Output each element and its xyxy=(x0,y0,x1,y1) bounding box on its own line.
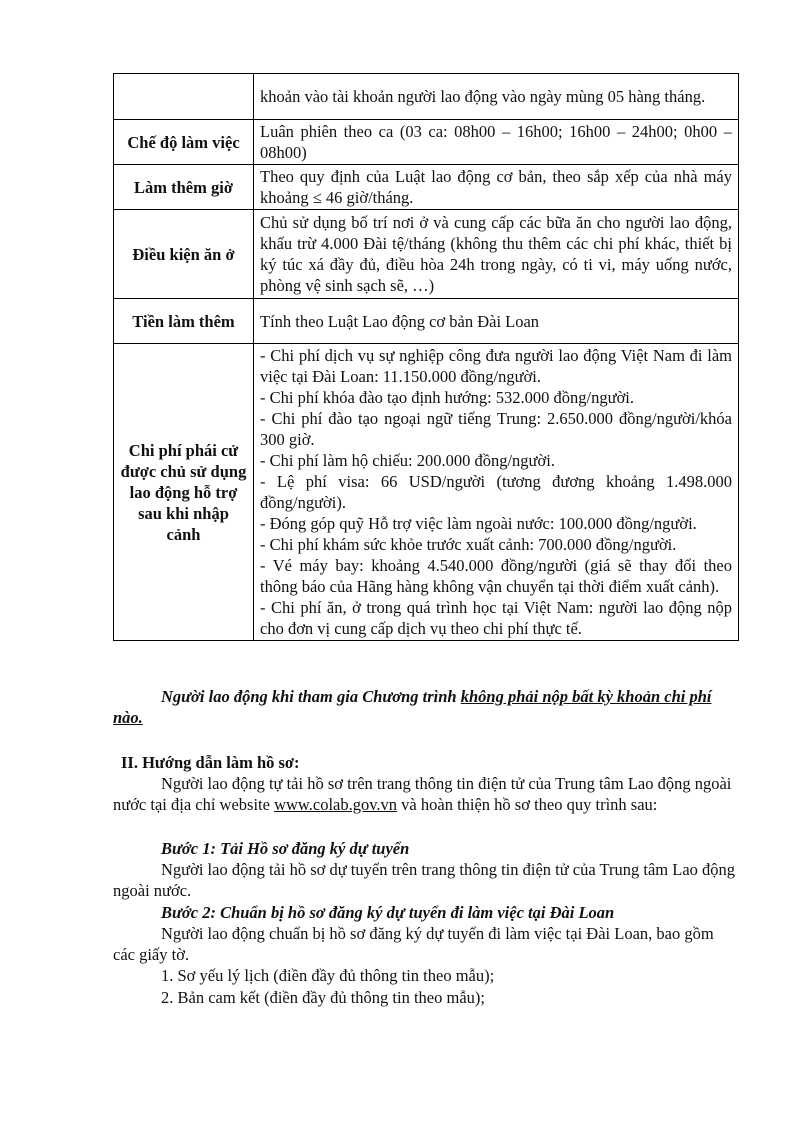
cost-item: - Vé máy bay: khoảng 4.540.000 đồng/người (giá sẽ thay đổi theo thông báo của Hãng hàng không vận chuyển tại thời điểm xuất cảnh). xyxy=(260,556,732,596)
job-conditions-table xyxy=(113,73,739,641)
accommodation-value: Chủ sử dụng bố trí nơi ở và cung cấp các bữa ăn cho người lao động, khấu trừ 4.000 Đài tệ/tháng (không thu thêm các chi phí khác, thiết bị ký túc xá đầy đủ, điều hòa 24h trong ngày, có ti vi, máy uống nước, phòng vệ sinh sạch sẽ, …) xyxy=(254,210,739,299)
intro-text-after: và hoàn thiện hồ sơ theo quy trình sau: xyxy=(397,795,658,814)
no-fee-note-emphasis: không phải nộp bất kỳ khoản chi phí nào. xyxy=(113,687,712,727)
no-fee-note-prefix: Người lao động khi tham gia Chương trình xyxy=(161,687,461,706)
cost-item: - Chi phí ăn, ở trong quá trình học tại Việt Nam: người lao động nộp cho đơn vị cung cấp dịch vụ theo chi phí thực tế. xyxy=(260,598,732,638)
table-row xyxy=(114,165,739,210)
row-label-accommodation: Điều kiện ăn ở xyxy=(114,210,254,299)
table-row xyxy=(114,120,739,165)
section-intro xyxy=(113,773,739,815)
cost-item: - Đóng góp quỹ Hỗ trợ việc làm ngoài nước: 100.000 đồng/người. xyxy=(260,514,697,533)
cost-item: - Chi phí làm hộ chiếu: 200.000 đồng/người. xyxy=(260,451,555,470)
table-row xyxy=(114,210,739,299)
intro-text-before: Người lao động tự tải hồ sơ trên trang thông tin điện tử của Trung tâm Lao động ngoài nước tại địa chỉ website xyxy=(113,774,732,814)
table-row xyxy=(114,74,739,120)
section-heading: II. Hướng dẫn làm hồ sơ: xyxy=(121,753,300,772)
deployment-costs-list xyxy=(254,344,739,641)
cost-item: - Chi phí dịch vụ sự nghiệp công đưa người lao động Việt Nam đi làm việc tại Đài Loan: 11.150.000 đồng/người. xyxy=(260,346,732,386)
list-item: 2. Bản cam kết (điền đầy đủ thông tin theo mẫu); xyxy=(161,988,485,1007)
cost-item: - Chi phí đào tạo ngoại ngữ tiếng Trung: 2.650.000 đồng/người/khóa 300 giờ. xyxy=(260,409,732,449)
step1-text: Người lao động tải hồ sơ dự tuyển trên trang thông tin điện tử của Trung tâm Lao động ngoài nước. xyxy=(113,860,736,900)
step1-title: Bước 1: Tải Hồ sơ đăng ký dự tuyển xyxy=(161,839,410,858)
overtime-value: Theo quy định của Luật lao động cơ bản, theo sắp xếp của nhà máy khoảng ≤ 46 giờ/tháng. xyxy=(254,165,739,210)
step2-text: Người lao động chuẩn bị hồ sơ đăng ký dự tuyển đi làm việc tại Đài Loan, bao gồm các giấy tờ. xyxy=(113,924,714,964)
row-label-overtime: Làm thêm giờ xyxy=(114,165,254,210)
website-link[interactable]: www.colab.gov.vn xyxy=(274,795,398,814)
table-row xyxy=(114,299,739,344)
table-row xyxy=(114,344,739,641)
row-label-overtime-pay: Tiền làm thêm xyxy=(114,299,254,344)
working-mode-value: Luân phiên theo ca (03 ca: 08h00 – 16h00; 16h00 – 24h00; 0h00 – 08h00) xyxy=(254,120,739,165)
cost-item: - Chi phí khám sức khỏe trước xuất cảnh: 700.000 đồng/người. xyxy=(260,535,677,554)
cost-item: - Lệ phí visa: 66 USD/người (tương đương khoảng 1.498.000 đồng/người). xyxy=(260,472,732,512)
row-label-deployment-costs: Chi phí phái cử được chủ sử dụng lao động hỗ trợ sau khi nhập cảnh xyxy=(114,344,254,641)
overtime-pay-value: Tính theo Luật Lao động cơ bản Đài Loan xyxy=(254,299,739,344)
row-label-working-mode: Chế độ làm việc xyxy=(114,120,254,165)
row-label-empty xyxy=(114,74,254,120)
list-item: 1. Sơ yếu lý lịch (điền đầy đủ thông tin theo mẫu); xyxy=(161,966,495,985)
step2-title: Bước 2: Chuẩn bị hồ sơ đăng ký dự tuyển đi làm việc tại Đài Loan xyxy=(161,903,615,922)
salary-payment-continuation: khoản vào tài khoản người lao động vào ngày mùng 05 hàng tháng. xyxy=(254,74,739,120)
cost-item: - Chi phí khóa đào tạo định hướng: 532.000 đồng/người. xyxy=(260,388,635,407)
no-fee-note xyxy=(113,686,739,728)
